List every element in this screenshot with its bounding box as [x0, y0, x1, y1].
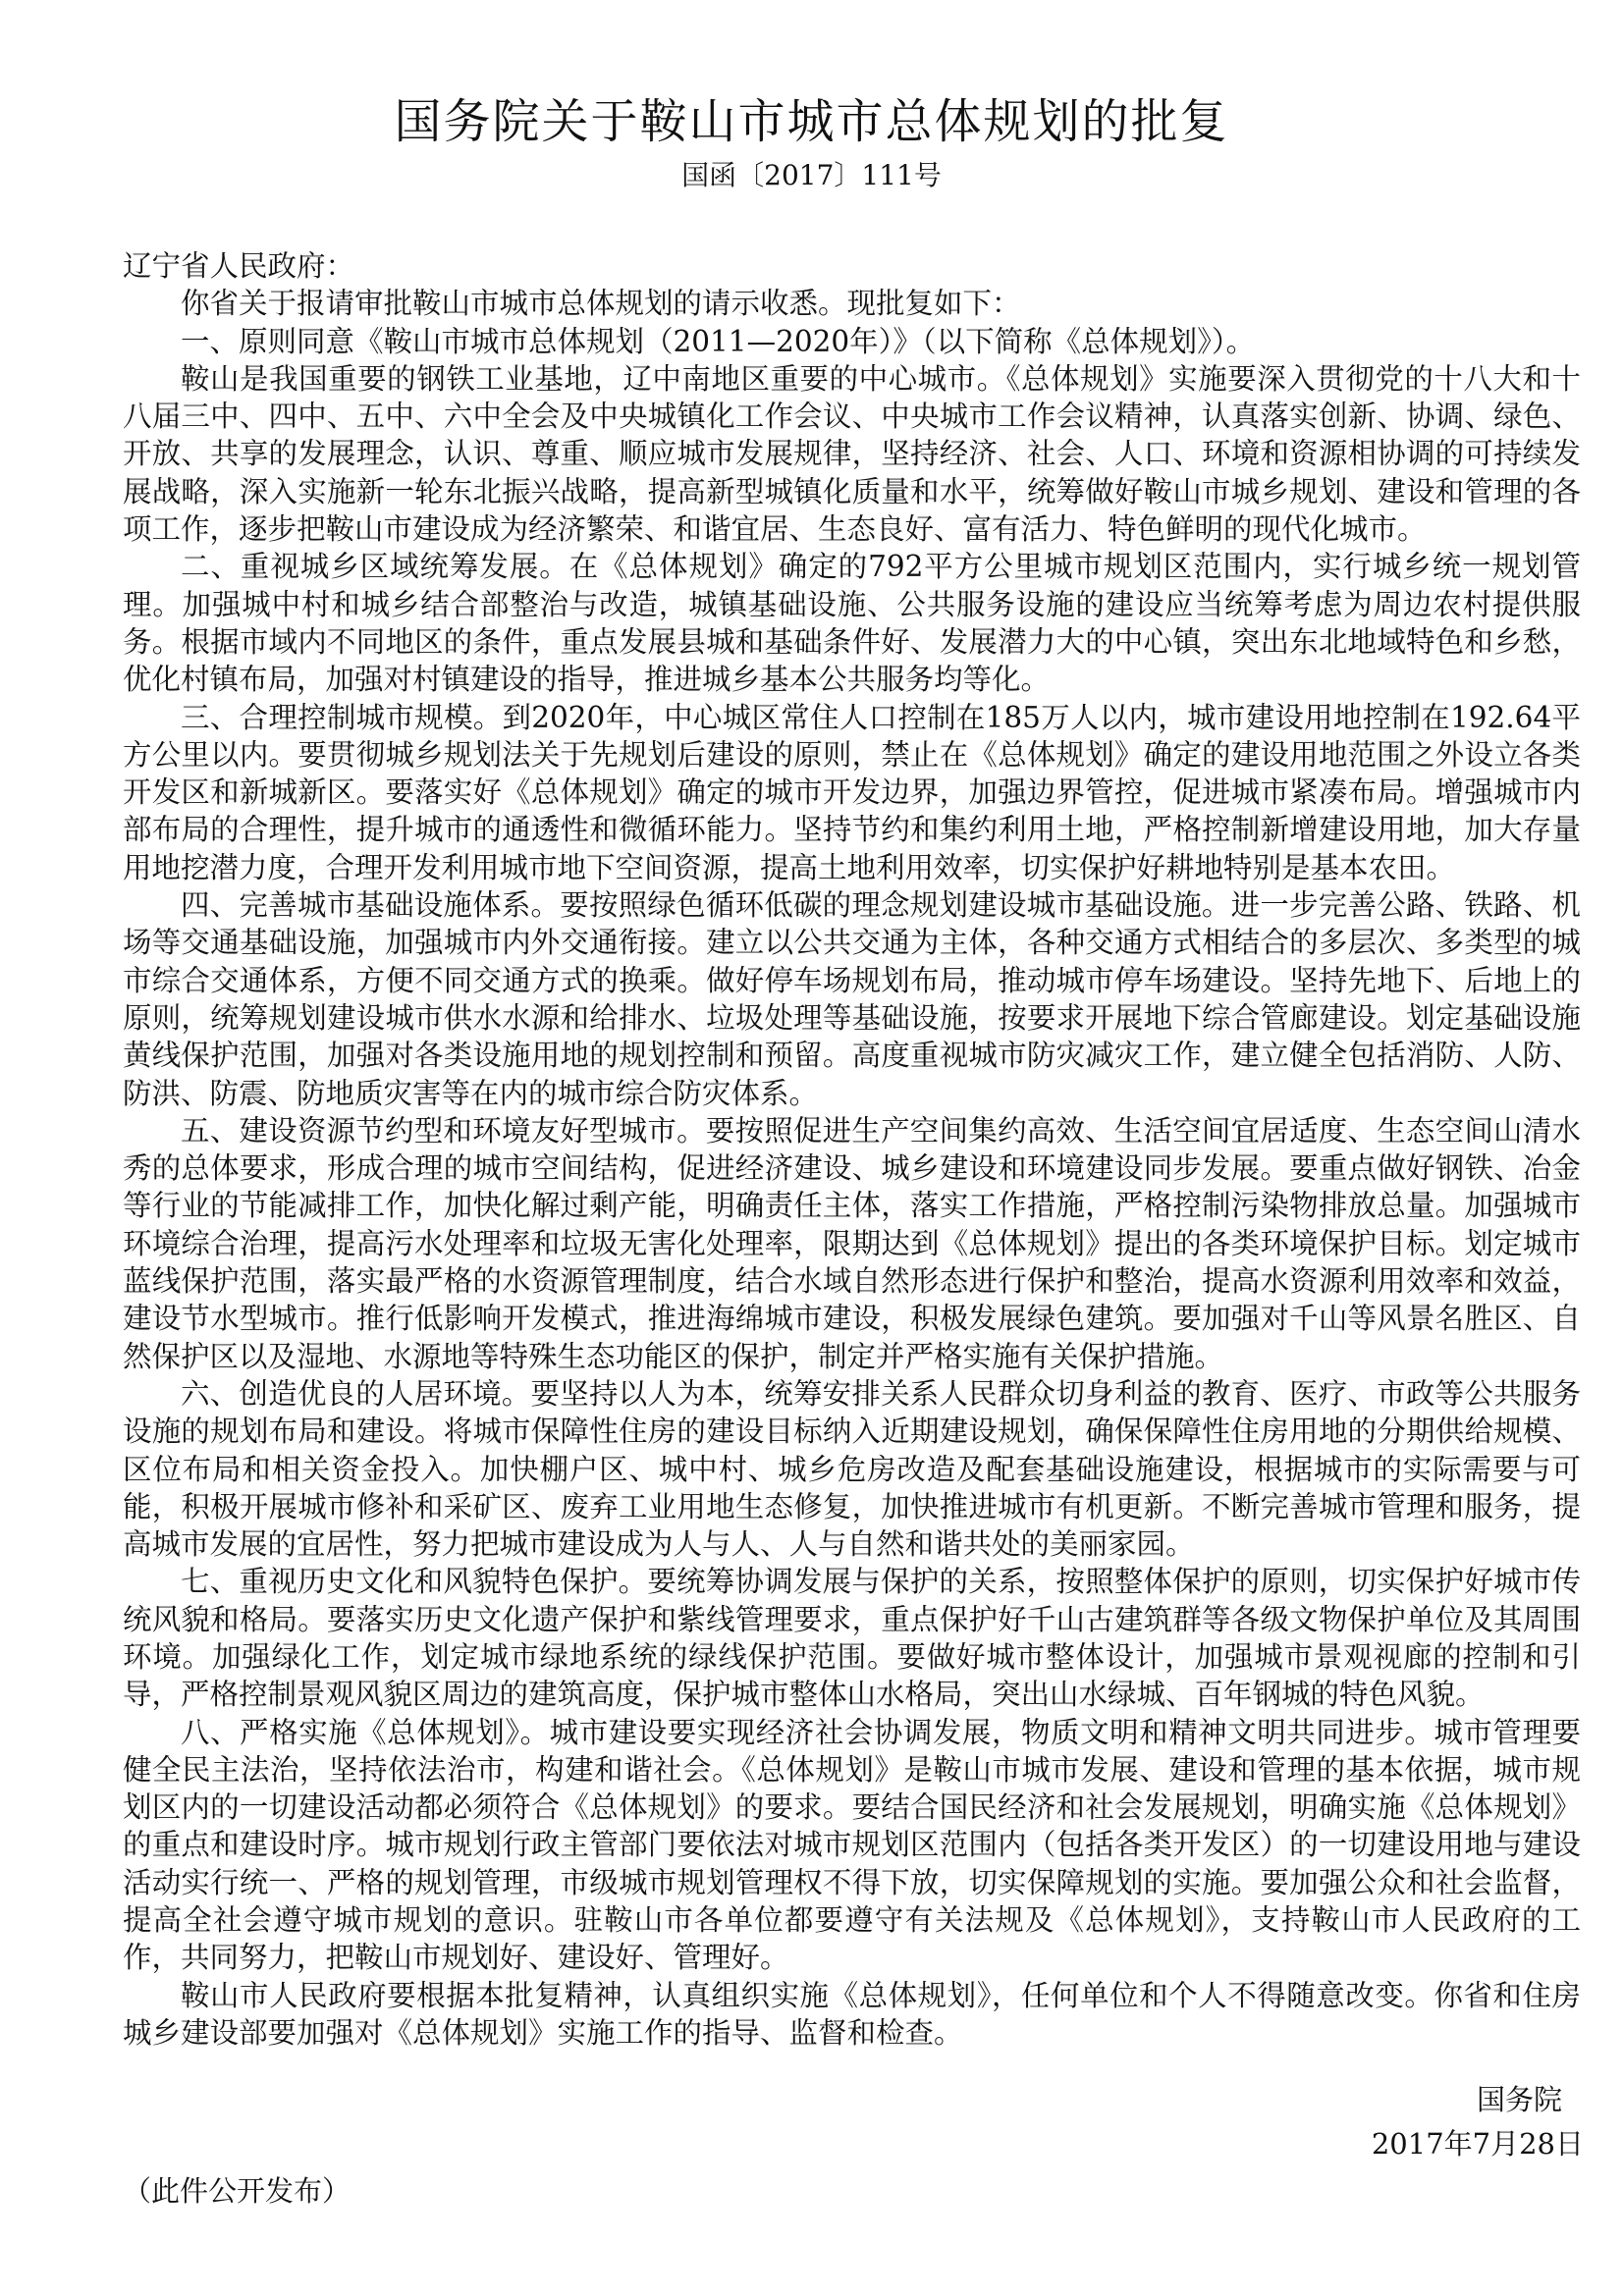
signature-date: 2017年7月28日: [1371, 2127, 1584, 2161]
paragraph-5: 五、建设资源节约型和环境友好型城市。要按照促进生产空间集约高效、生活空间宜居适度、生态空间山清水秀的总体要求，形成合理的城市空间结构，促进经济建设、城乡建设和环境建设同步发展。要重点做好钢铁、冶金等行业的节能减排工作，加快化解过剩产能，明确责任主体，落实工作措施，严格控制污染物排放总量。加强城市环境综合治理，提高污水处理率和垃圾无害化处理率，限期达到《总体规划》提出的各类环境保护目标。划定城市蓝线保护范围，落实最严格的水资源管理制度，结合水域自然形态进行保护和整治，提高水资源利用效率和效益，建设节水型城市。推行低影响开发模式，推进海绵城市建设，积极发展绿色建筑。要加强对千山等风景名胜区、自然保护区以及湿地、水源地等特殊生态功能区的保护，制定并严格实施有关保护措施。: [123, 1113, 1581, 1373]
publication-note: （此件公开发布）: [123, 2174, 352, 2208]
addressee: 辽宁省人民政府：: [123, 249, 355, 283]
paragraph-7: 七、重视历史文化和风貌特色保护。要统筹协调发展与保护的关系，按照整体保护的原则，切实保护好城市传统风貌和格局。要落实历史文化遗产保护和紫线管理要求，重点保护好千山古建筑群等各级文物保护单位及其周围环境。加强绿化工作，划定城市绿地系统的绿线保护范围。要做好城市整体设计，加强城市景观视廊的控制和引导，严格控制景观风貌区周边的建筑高度，保护城市整体山水格局，突出山水绿城、百年钢城的特色风貌。: [123, 1565, 1581, 1712]
document-body: [123, 247, 1581, 2052]
paragraph-closing: 鞍山市人民政府要根据本批复精神，认真组织实施《总体规划》，任何单位和个人不得随意改变。你省和住房城乡建设部要加强对《总体规划》实施工作的指导、监督和检查。: [123, 1978, 1581, 2050]
paragraph-4: 四、完善城市基础设施体系。要按照绿色循环低碳的理念规划建设城市基础设施。进一步完善公路、铁路、机场等交通基础设施，加强城市内外交通衔接。建立以公共交通为主体，各种交通方式相结合的多层次、多类型的城市综合交通体系，方便不同交通方式的换乘。做好停车场规划布局，推动城市停车场建设。坚持先地下、后地上的原则，统筹规划建设城市供水水源和给排水、垃圾处理等基础设施，按要求开展地下综合管廊建设。划定基础设施黄线保护范围，加强对各类设施用地的规划控制和预留。高度重视城市防灾减灾工作，建立健全包括消防、人防、防洪、防震、防地质灾害等在内的城市综合防灾体系。: [123, 888, 1581, 1110]
document-number: 国函〔2017〕111号: [681, 159, 942, 191]
paragraph-1: 一、原则同意《鞍山市城市总体规划（2011—2020年）》（以下简称《总体规划》）。: [181, 324, 1256, 358]
paragraph-6: 六、创造优良的人居环境。要坚持以人为本，统筹安排关系人民群众切身利益的教育、医疗、市政等公共服务设施的规划布局和建设。将城市保障性住房的建设目标纳入近期建设规划，确保保障性住房用地的分期供给规模、区位布局和相关资金投入。加快棚户区、城中村、城乡危房改造及配套基础设施建设，根据城市的实际需要与可能，积极开展城市修补和采矿区、废弃工业用地生态修复，加快推进城市有机更新。不断完善城市管理和服务，提高城市发展的宜居性，努力把城市建设成为人与人、人与自然和谐共处的美丽家园。: [123, 1376, 1581, 1562]
paragraph-intro: 你省关于报请审批鞍山市城市总体规划的请示收悉。现批复如下：: [181, 287, 1021, 321]
paragraph-2: 二、重视城乡区域统筹发展。在《总体规划》确定的792平方公里城市规划区范围内，实行城乡统一规划管理。加强城中村和城乡结合部整治与改造，城镇基础设施、公共服务设施的建设应当统筹考虑为周边农村提供服务。根据市域内不同地区的条件，重点发展县城和基础条件好、发展潜力大的中心镇，突出东北地域特色和乡愁，优化村镇布局，加强对村镇建设的指导，推进城乡基本公共服务均等化。: [123, 550, 1581, 697]
paragraph-3: 三、合理控制城市规模。到2020年，中心城区常住人口控制在185万人以内，城市建设用地控制在192.64平方公里以内。要贯彻城乡规划法关于先规划后建设的原则，禁止在《总体规划》确定的建设用地范围之外设立各类开发区和新城新区。要落实好《总体规划》确定的城市开发边界，加强边界管控，促进城市紧凑布局。增强城市内部布局的合理性，提升城市的通透性和微循环能力。坚持节约和集约利用土地，严格控制新增建设用地，加大存量用地挖潜力度，合理开发利用城市地下空间资源，提高土地利用效率，切实保护好耕地特别是基本农田。: [123, 700, 1581, 884]
paragraph-1-detail: 鞍山是我国重要的钢铁工业基地，辽中南地区重要的中心城市。《总体规划》实施要深入贯彻党的十八大和十八届三中、四中、五中、六中全会及中央城镇化工作会议、中央城市工作会议精神，认真落实创新、协调、绿色、开放、共享的发展理念，认识、尊重、顺应城市发展规律，坚持经济、社会、人口、环境和资源相协调的可持续发展战略，深入实施新一轮东北振兴战略，提高新型城镇化质量和水平，统筹做好鞍山市城乡规划、建设和管理的各项工作，逐步把鞍山市建设成为经济繁荣、和谐宜居、生态良好、富有活力、特色鲜明的现代化城市。: [123, 361, 1581, 547]
signature-organization: 国务院: [1476, 2083, 1562, 2116]
document-title: 国务院关于鞍山市城市总体规划的批复: [394, 94, 1229, 149]
paragraph-8: 八、严格实施《总体规划》。城市建设要实现经济社会协调发展，物质文明和精神文明共同进步。城市管理要健全民主法治，坚持依法治市，构建和谐社会。《总体规划》是鞍山市城市发展、建设和管理的基本依据，城市规划区内的一切建设活动都必须符合《总体规划》的要求。要结合国民经济和社会发展规划，明确实施《总体规划》的重点和建设时序。城市规划行政主管部门要依法对城市规划区范围内（包括各类开发区）的一切建设用地与建设活动实行统一、严格的规划管理，市级城市规划管理权不得下放，切实保障规划的实施。要加强公众和社会监督，提高全社会遵守城市规划的意识。驻鞍山市各单位都要遵守有关法规及《总体规划》，支持鞍山市人民政府的工作，共同努力，把鞍山市规划好、建设好、管理好。: [123, 1715, 1581, 1975]
